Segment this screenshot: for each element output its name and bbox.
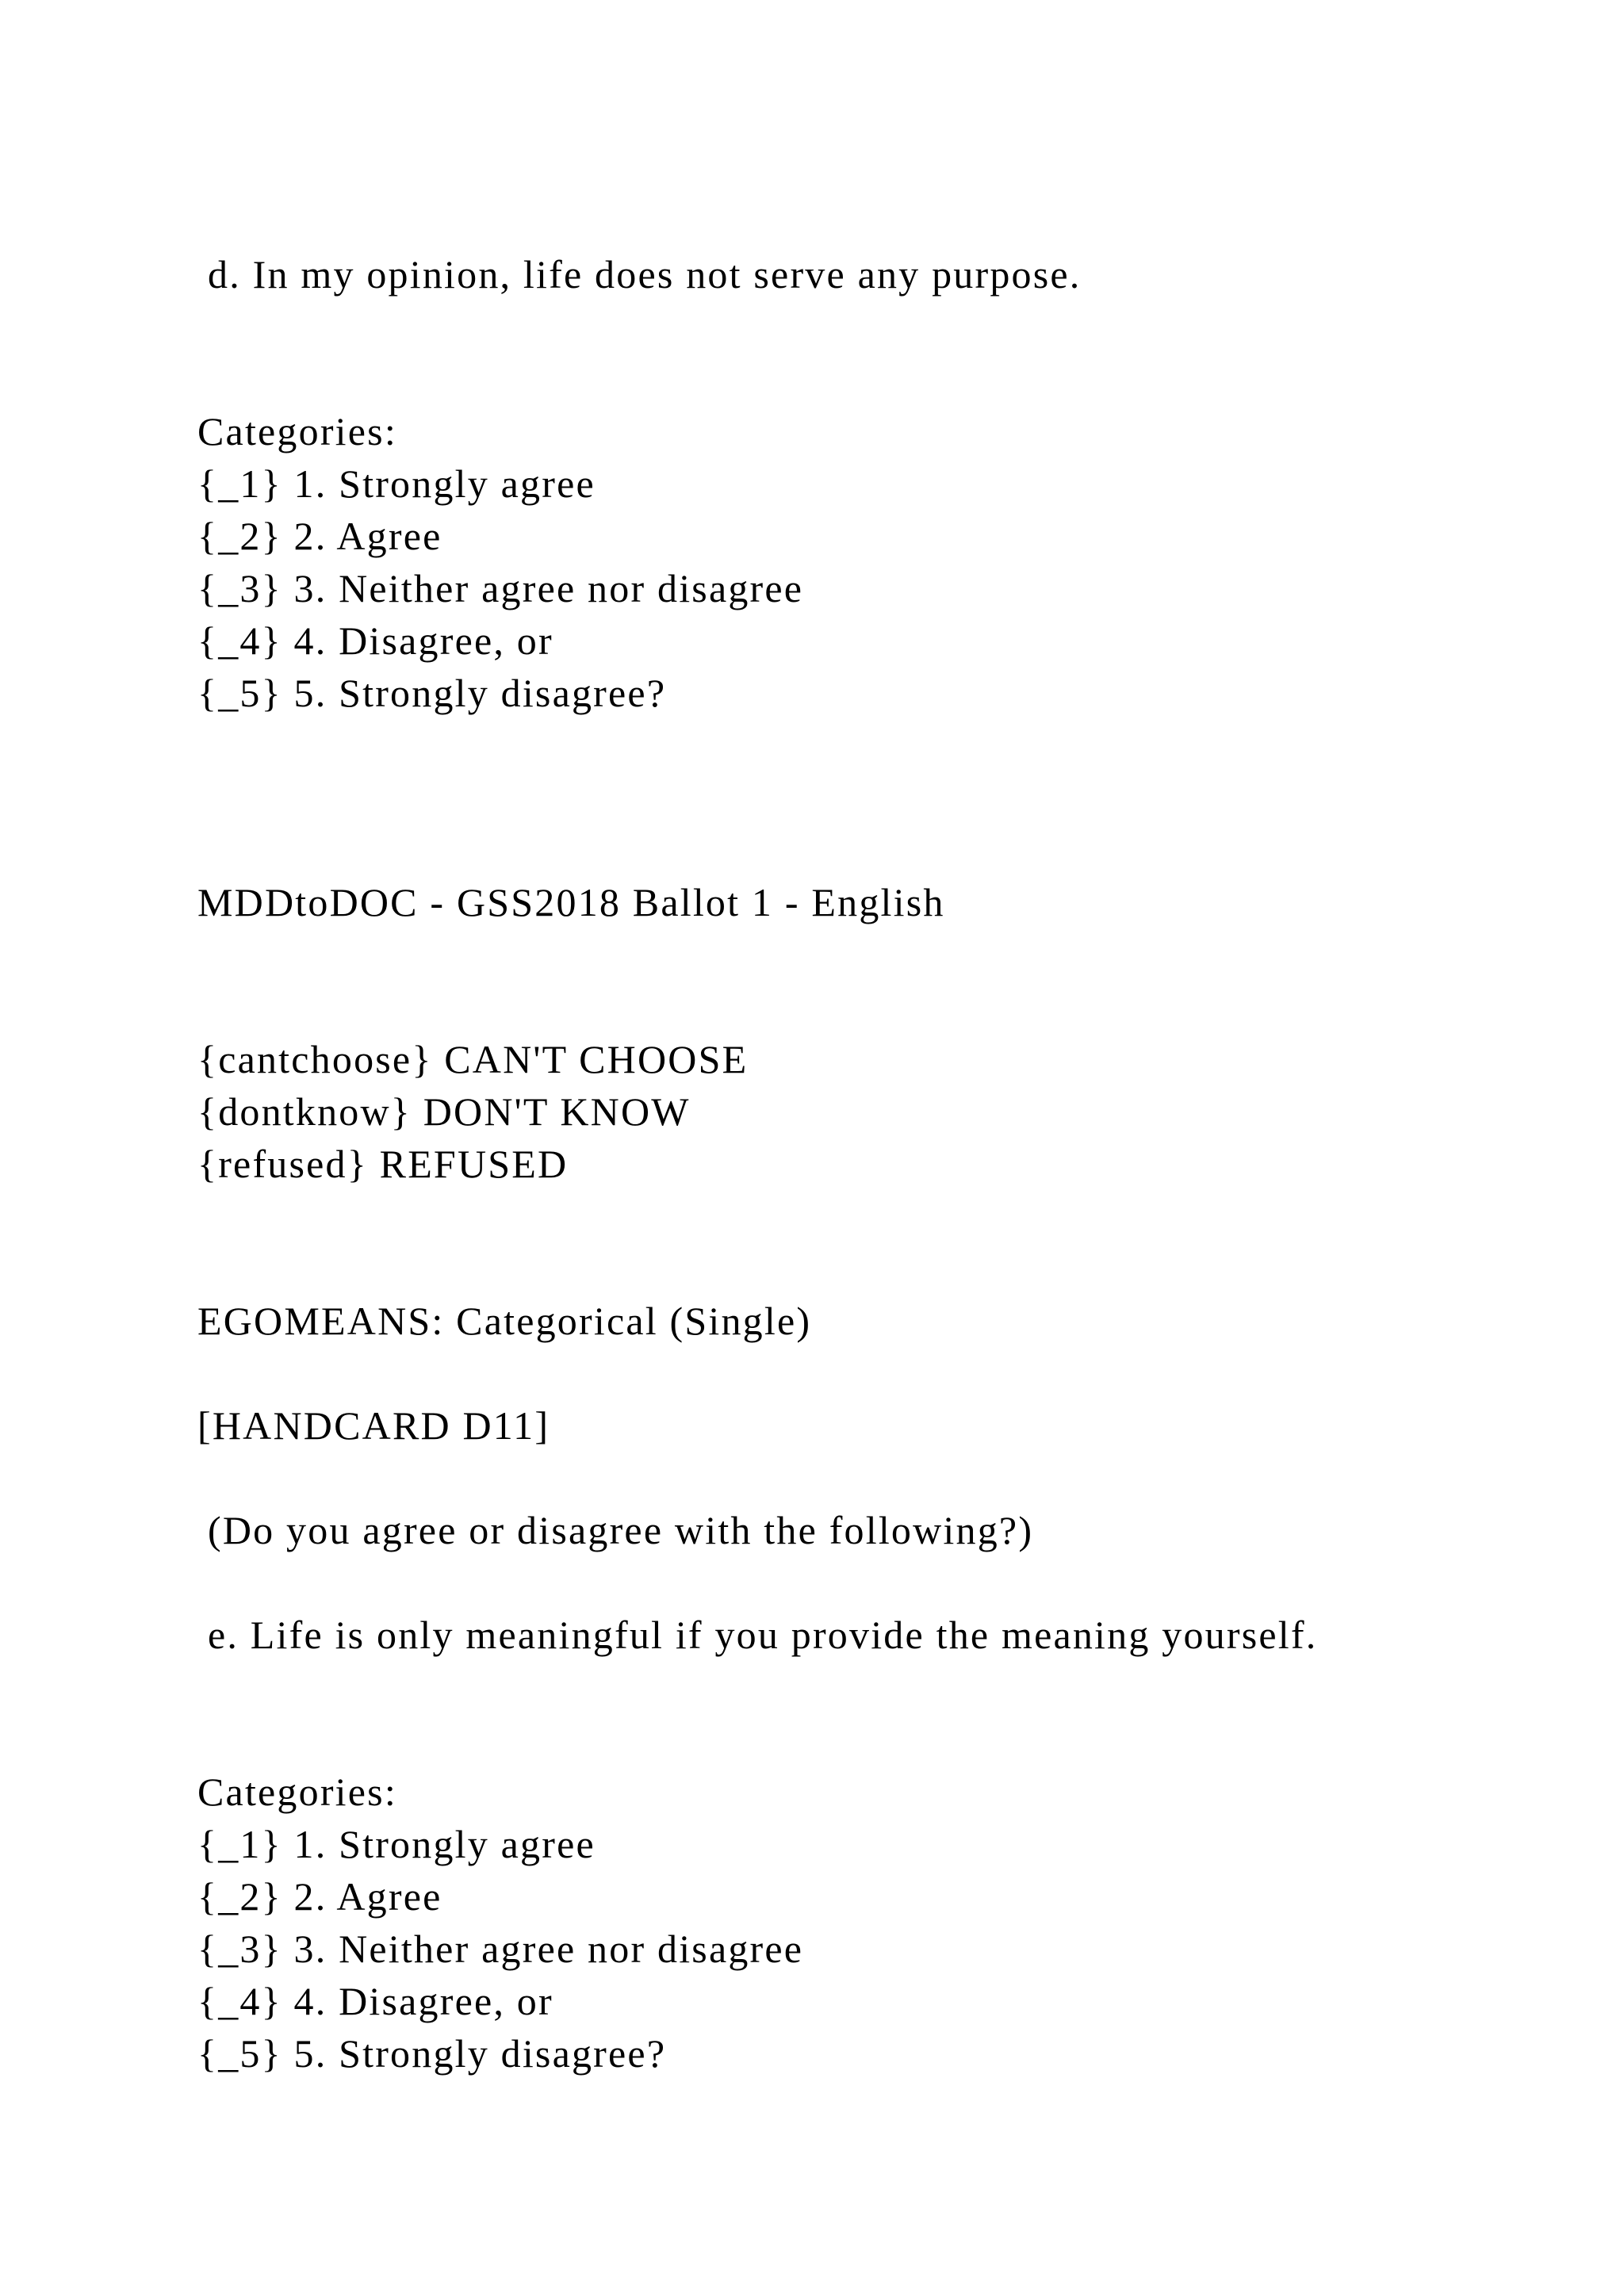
category-option: {_3} 3. Neither agree nor disagree	[197, 566, 804, 610]
categories-header: Categories:	[197, 1770, 397, 1814]
special-code: {refused} REFUSED	[197, 1142, 569, 1186]
category-option: {_4} 4. Disagree, or	[197, 618, 553, 663]
instruction-text: (Do you agree or disagree with the following?)	[208, 1508, 1034, 1552]
category-option: {_3} 3. Neither agree nor disagree	[197, 1927, 804, 1971]
special-code: {cantchoose} CAN'T CHOOSE	[197, 1037, 749, 1081]
category-option: {_5} 5. Strongly disagree?	[197, 671, 667, 715]
category-option: {_5} 5. Strongly disagree?	[197, 2031, 667, 2076]
handcard-label: [HANDCARD D11]	[197, 1403, 550, 1448]
categories-header: Categories:	[197, 409, 397, 453]
category-option: {_1} 1. Strongly agree	[197, 1822, 596, 1866]
variable-heading: EGOMEANS: Categorical (Single)	[197, 1299, 812, 1343]
special-code: {dontknow} DON'T KNOW	[197, 1089, 691, 1134]
category-option: {_4} 4. Disagree, or	[197, 1979, 553, 2023]
category-option: {_2} 2. Agree	[197, 514, 442, 558]
category-option: {_1} 1. Strongly agree	[197, 461, 596, 506]
question-d-text: d. In my opinion, life does not serve any purpose.	[208, 252, 1082, 297]
question-e-text: e. Life is only meaningful if you provide the meaning yourself.	[208, 1613, 1318, 1657]
page-header: MDDtoDOC - GSS2018 Ballot 1 - English	[197, 880, 945, 924]
category-option: {_2} 2. Agree	[197, 1874, 442, 1919]
